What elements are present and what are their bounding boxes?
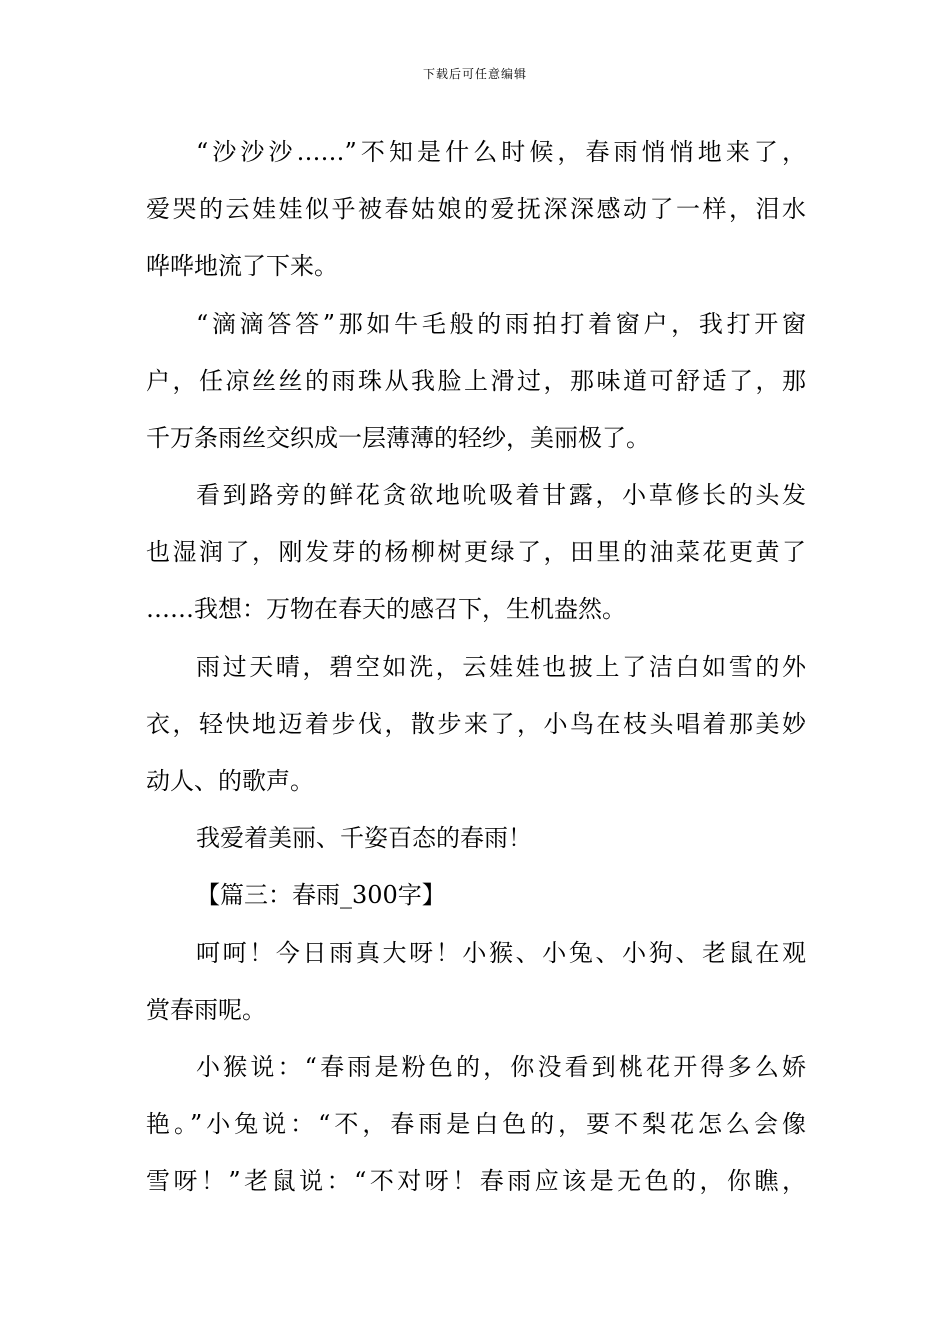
text-line: ……我想：万物在春天的感召下，生机盎然。	[146, 595, 626, 623]
text-line: 户，任凉丝丝的雨珠从我脸上滑过，那味道可舒适了，那	[146, 367, 806, 395]
text-line: 我爱着美丽、千姿百态的春雨！	[196, 824, 532, 852]
text-line: 看到路旁的鲜花贪欲地吮吸着甘露，小草修长的头发	[196, 481, 806, 509]
text-line: “沙沙沙……”不知是什么时候，春雨悄悄地来了，	[196, 138, 806, 166]
text-line: 小猴说：“春雨是粉色的，你没看到桃花开得多么娇	[196, 1053, 806, 1081]
text-line: 也湿润了，刚发芽的杨柳树更绿了，田里的油菜花更黄了	[146, 538, 806, 566]
text-line: 艳。”小兔说：“不，春雨是白色的，要不梨花怎么会像	[146, 1110, 806, 1138]
text-line: 雪呀！”老鼠说：“不对呀！春雨应该是无色的，你瞧，	[146, 1167, 806, 1195]
text-line: 动人、的歌声。	[146, 767, 314, 795]
text-line: “滴滴答答”那如牛毛般的雨拍打着窗户，我打开窗	[196, 310, 806, 338]
page-header-note: 下载后可任意编辑	[422, 67, 527, 81]
text-line: 衣，轻快地迈着步伐，散步来了，小鸟在枝头唱着那美妙	[146, 710, 806, 738]
text-line: 呵呵！今日雨真大呀！小猴、小兔、小狗、老鼠在观	[196, 939, 806, 967]
text-line: 赏春雨呢。	[146, 996, 266, 1024]
text-line: 雨过天晴，碧空如洗，云娃娃也披上了洁白如雪的外	[196, 653, 806, 681]
text-line: 爱哭的云娃娃似乎被春姑娘的爱抚深深感动了一样，泪水	[146, 195, 806, 223]
text-line: 千万条雨丝交织成一层薄薄的轻纱，美丽极了。	[146, 424, 650, 452]
text-line: 哗哗地流了下来。	[146, 252, 338, 280]
section-heading: 【篇三：春雨_300字】	[196, 881, 446, 909]
